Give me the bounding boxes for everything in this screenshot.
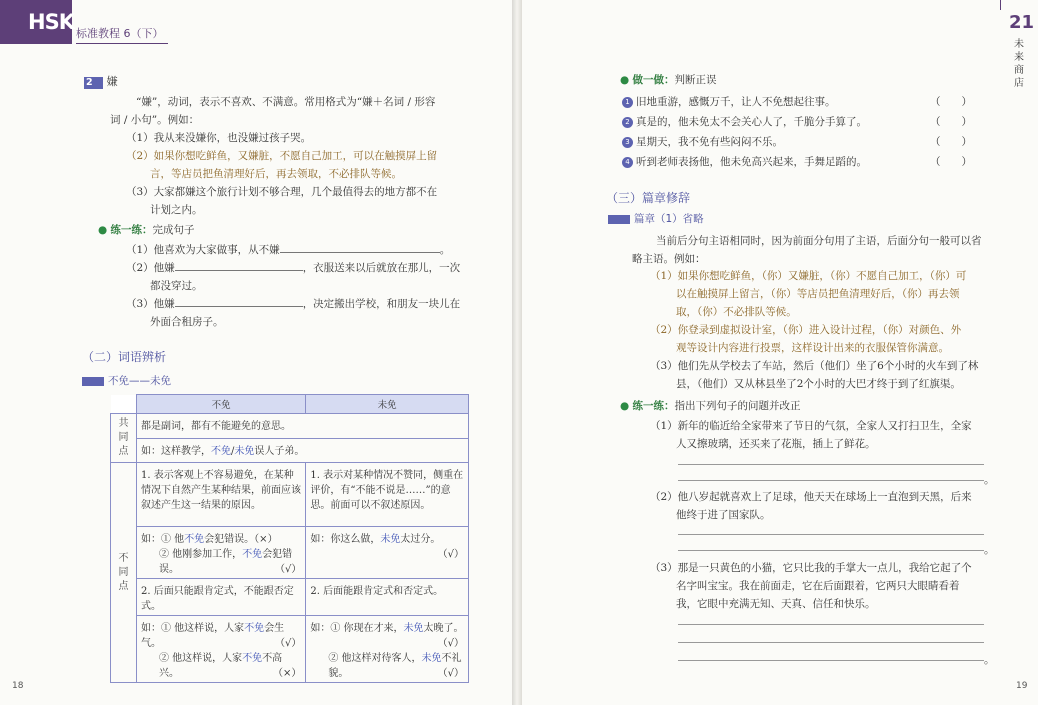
practice-2-text-c: 都没穿过。 xyxy=(150,280,203,292)
table-row xyxy=(111,438,469,463)
practice-label: 练一练： xyxy=(632,400,675,412)
cell-text: ② 他这样对待客人， xyxy=(328,653,422,664)
answer-blank[interactable] xyxy=(280,243,440,253)
question-1a: （1）新年的临近给全家带来了节日的气氛，全家人又打扫卫生，全家 xyxy=(650,420,972,432)
practice-task: 完成句子 xyxy=(152,224,195,236)
intro-line-2: 词 / 小句”。例如： xyxy=(110,114,200,126)
example-2b: 观等设计内容进行投票，这样设计出来的衣服保管你满意。 xyxy=(676,342,949,354)
question-3a: （3）那是一只黄色的小猫，它只比我的手掌大一点儿，我给它起了个 xyxy=(650,562,972,574)
subsection-bar xyxy=(608,215,630,224)
item-text: 星期天，我不免有些闷闷不乐。 xyxy=(636,136,783,148)
intro-line-2: 略主语。例如： xyxy=(632,253,706,265)
chapter-title: 未来商店 xyxy=(1014,39,1024,89)
keyword: 不免 xyxy=(242,549,263,560)
brand-logo: HSK xyxy=(0,0,72,44)
practice-3-text-b: ，决定搬出学校，和朋友一块儿在 xyxy=(302,298,461,310)
cell-text: ② 他这样说，人家 xyxy=(159,653,243,664)
line-period: 。 xyxy=(984,474,995,486)
left-page xyxy=(0,0,512,705)
keyword: 不免 xyxy=(242,653,263,664)
practice-3-text-c: 外面合租房子。 xyxy=(150,316,224,328)
keyword: 不免 xyxy=(211,445,231,457)
cell-text: （×） xyxy=(272,668,302,679)
table-cell: 1. 表示对某种情况不赞同，侧重在评价，有“不能不说是……”的意思。前面可以不叙述原因。 xyxy=(306,463,469,527)
cell-text: （√） xyxy=(437,638,464,649)
answer-line[interactable] xyxy=(678,534,984,535)
cell-text: 会犯错误。 xyxy=(159,549,293,575)
practice-heading xyxy=(98,222,195,237)
column-header: 未免 xyxy=(306,395,469,414)
judge-heading xyxy=(620,72,717,87)
table-cell: 都是副词，都有不能避免的意思。 xyxy=(137,414,469,439)
section-title: （二）词语辨析 xyxy=(82,350,167,364)
subsection-title: 不免——未免 xyxy=(108,375,171,387)
number-badge: 2 xyxy=(622,117,633,128)
cell-text: 如：① 他 xyxy=(141,534,185,545)
subsection-title: 篇章（1）省略 xyxy=(634,213,704,225)
example-1b: 以在触摸屏上留言，（你）等店员把鱼清理好后，（你）再去领 xyxy=(676,288,960,300)
keyword: 未免 xyxy=(380,534,401,545)
book-title: 标准教程 6（下） xyxy=(76,25,168,44)
table-cell: 1. 表示客观上不容易避免，在某种情况下自然产生某种结果，前面应该叙述产生这一结果的原因。 xyxy=(137,463,306,527)
question-1b: 人又擦玻璃，还买来了花瓶，插上了鲜花。 xyxy=(676,438,876,450)
table-cell xyxy=(137,616,306,683)
book-gutter xyxy=(512,0,522,705)
table-row xyxy=(111,414,469,439)
cell-text: ② 他刚参加工作， xyxy=(159,549,243,560)
practice-item-3 xyxy=(126,296,460,311)
example-1a: （1）如果你想吃鲜鱼，（你）又嫌脏，（你）不愿自己加工，（你）可 xyxy=(650,270,967,282)
answer-paren[interactable]: （ ） xyxy=(930,116,972,128)
cell-text: （√） xyxy=(274,564,302,575)
cell-text: 如：这样教学， xyxy=(141,445,211,457)
bullet-icon: ● xyxy=(620,400,630,412)
line-period: 。 xyxy=(984,654,995,666)
cell-text: （√） xyxy=(274,638,302,649)
judge-label: 做一做： xyxy=(632,74,675,86)
number-badge: 1 xyxy=(622,97,633,108)
answer-paren[interactable]: （ ） xyxy=(930,156,972,168)
practice-item-1 xyxy=(126,242,450,257)
table-cell xyxy=(306,616,469,683)
keyword: 不免 xyxy=(244,623,265,634)
section-number-tag: 2 xyxy=(84,77,103,89)
question-2a: （2）他八岁起就喜欢上了足球，他天天在球场上一直泡到天黑，后来 xyxy=(650,491,972,503)
page-number: 19 xyxy=(1016,681,1028,691)
table-row xyxy=(111,463,469,527)
answer-paren[interactable]: （ ） xyxy=(930,96,972,108)
right-page xyxy=(522,0,1038,705)
bullet-icon: ● xyxy=(620,74,630,86)
row-label-different: 不同点 xyxy=(111,463,137,683)
cell-text: 太过分。 xyxy=(400,534,441,545)
cell-text: 不高兴。 xyxy=(159,653,283,679)
example-2a: （2）你登录到虚拟设计室，（你）进入设计过程，（你）对颜色、外 xyxy=(650,324,962,336)
example-3b: 县，（他们）又从林县坐了2个小时的大巴才终于到了红旗渠。 xyxy=(676,378,961,390)
section-word: 嫌 xyxy=(106,75,118,88)
item-text: 听到老师表扬他，他未免高兴起来，手舞足蹈的。 xyxy=(636,156,867,168)
keyword: 不免 xyxy=(184,534,205,545)
practice-1-text: （1）他喜欢为大家做事，从不嫌 xyxy=(126,244,280,256)
table-cell: 2. 后面只能跟肯定式，不能跟否定式。 xyxy=(137,579,306,616)
list-item xyxy=(622,152,972,172)
subsection-heading xyxy=(82,373,171,388)
practice-task: 指出下列句子的问题并改正 xyxy=(674,400,801,412)
cell-line xyxy=(310,619,464,649)
number-badge: 3 xyxy=(622,137,633,148)
row-label-common: 共同点 xyxy=(111,414,137,463)
cell-line xyxy=(310,530,464,545)
table-cell: 2. 后面能跟肯定式和否定式。 xyxy=(306,579,469,616)
cell-text: （√） xyxy=(437,668,464,679)
list-item xyxy=(622,92,972,112)
cell-text: / xyxy=(231,445,235,457)
keyword: 未免 xyxy=(421,653,442,664)
cell-line xyxy=(310,649,464,679)
intro-line-1: “嫌”，动词，表示不喜欢、不满意。常用格式为“嫌＋名词 / 形容 xyxy=(136,96,436,108)
intro-line-1: 当前后分句主语相同时，因为前面分句用了主语，后面分句一般可以省 xyxy=(656,235,982,247)
cell-text: 如：① 你现在才来， xyxy=(310,623,404,634)
question-2b: 他终于进了国家队。 xyxy=(676,509,771,521)
list-item xyxy=(622,112,972,132)
item-text: 旧地重游，感慨万千，让人不免想起往事。 xyxy=(636,96,836,108)
practice-2-text-b: ，衣服送来以后就放在那儿，一次 xyxy=(302,262,461,274)
judge-task: 判断正误 xyxy=(674,74,717,86)
chapter-marker-line xyxy=(1000,0,1001,10)
practice-label: 练一练： xyxy=(110,224,153,236)
cell-line xyxy=(141,530,301,545)
line-period: 。 xyxy=(984,544,995,556)
table-header-row xyxy=(111,395,469,414)
practice-2-text-a: （2）他嫌 xyxy=(126,262,175,274)
cell-text: 太晚了。 xyxy=(423,623,464,634)
item-text: 真是的，他未免太不会关心人了，千脆分手算了。 xyxy=(636,116,867,128)
column-header: 不免 xyxy=(137,395,306,414)
answer-line[interactable] xyxy=(678,550,984,551)
subsection-heading xyxy=(608,211,704,226)
table-cell xyxy=(137,438,469,463)
answer-line[interactable] xyxy=(678,480,984,481)
cell-text: 如：你这么做， xyxy=(310,534,381,545)
keyword: 未免 xyxy=(234,445,255,457)
bullet-icon: ● xyxy=(98,224,108,236)
answer-line[interactable] xyxy=(678,642,984,643)
cell-text: 如：① 他这样说，人家 xyxy=(141,623,245,634)
subsection-bar xyxy=(82,377,104,386)
cell-text: 会生气。 xyxy=(141,623,285,649)
question-3c: 我，它眼中充满无知、天真、信任和快乐。 xyxy=(676,598,876,610)
answer-line[interactable] xyxy=(678,624,984,625)
practice-item-2 xyxy=(126,260,460,275)
example-3b: 计划之内。 xyxy=(150,204,203,216)
table-row xyxy=(111,579,469,616)
cell-line xyxy=(141,545,301,575)
example-2b: 言，等店员把鱼清理好后，再去领取，不必排队等候。 xyxy=(150,168,402,180)
answer-line[interactable] xyxy=(678,464,984,465)
comparison-table xyxy=(110,394,469,683)
practice-3-text-a: （3）他嫌 xyxy=(126,298,175,310)
section-title: （三）篇章修辞 xyxy=(606,191,691,205)
judge-list xyxy=(622,92,972,172)
table-row xyxy=(111,527,469,579)
table-cell xyxy=(137,527,306,579)
keyword: 未免 xyxy=(403,623,424,634)
list-item xyxy=(622,132,972,152)
cell-text: 会犯错误。（×） xyxy=(204,534,278,545)
cell-text: （√） xyxy=(437,549,464,560)
cell-text: 误人子弟。 xyxy=(254,445,305,457)
answer-paren[interactable]: （ ） xyxy=(930,136,972,148)
cell-line xyxy=(141,649,301,679)
section-2-heading xyxy=(84,73,118,89)
chapter-number: 21 xyxy=(1009,12,1035,33)
example-1c: 取，（你）不必排队等候。 xyxy=(676,306,797,318)
answer-blank[interactable] xyxy=(175,261,303,271)
example-3a: （3）大家都嫌这个旅行计划不够合理，几个最值得去的地方都不在 xyxy=(126,186,438,198)
example-1: （1）我从来没嫌你，也没嫌过孩子哭。 xyxy=(126,132,312,144)
table-cell xyxy=(306,527,469,579)
example-2a: （2）如果你想吃鲜鱼，又嫌脏，不愿自己加工，可以在触摸屏上留 xyxy=(126,150,438,162)
page-number: 18 xyxy=(12,681,24,691)
table-row xyxy=(111,616,469,683)
practice-1-end: 。 xyxy=(439,244,451,256)
example-3a: （3）他们先从学校去了车站，然后（他们）坐了6个小时的火车到了林 xyxy=(650,360,979,372)
cell-line xyxy=(141,619,301,649)
cell-text: 不礼貌。 xyxy=(328,653,462,679)
practice-heading xyxy=(620,398,801,413)
question-3b: 名字叫宝宝。我在前面走，它在后面跟着，它两只大眼睛看着 xyxy=(676,580,960,592)
answer-line[interactable] xyxy=(678,660,984,661)
number-badge: 4 xyxy=(622,157,633,168)
answer-blank[interactable] xyxy=(175,297,303,307)
